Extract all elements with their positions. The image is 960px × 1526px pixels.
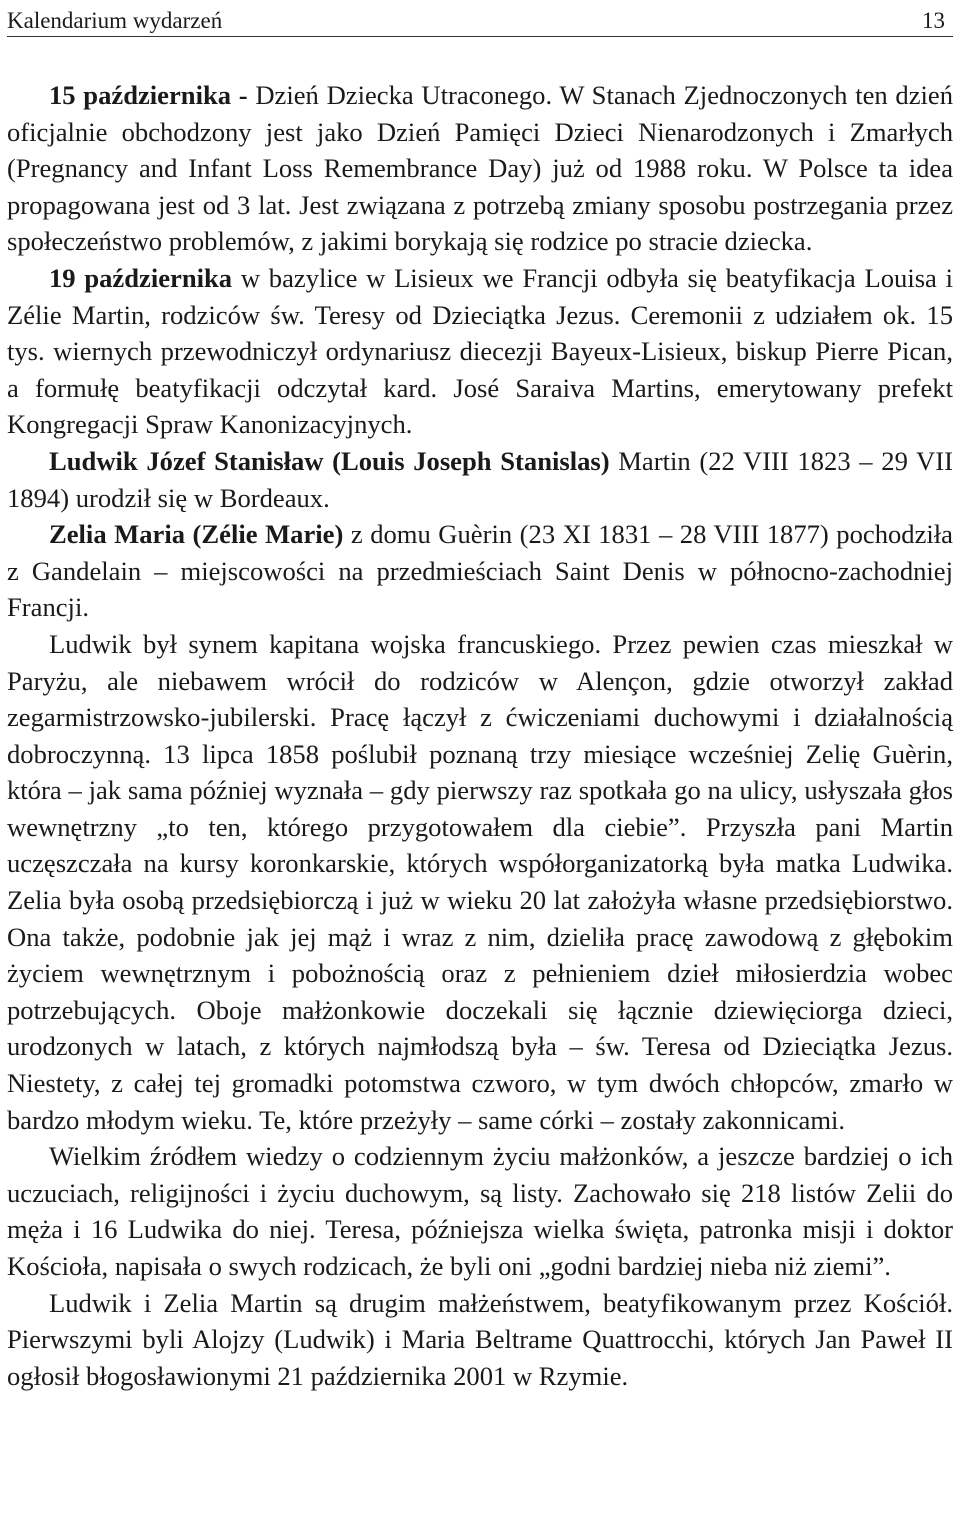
page-number: 13 [922,8,945,33]
paragraph-bold-lead: Ludwik Józef Stanisław (Louis Joseph Stanislas) [49,445,610,476]
paragraph-text: Wielkim źródłem wiedzy o codziennym życiu małżonków, a jeszcze bardziej o ich uczuciach, religijności i życiu duchowym, są listy. Zachowało się 218 listów Zelii do męża i 16 Ludwika do niej. Teresa, późniejsza wielka święta, patronka misji i doktor Kościoła, napisała o swych rodzicach, że byli oni „godni bardziej nieba niż ziemi”. [7,1141,953,1281]
header-title: Kalendarium wydarzeń [7,8,223,33]
paragraph-family-life [7,626,953,1138]
paragraph-text: Martin (22 VIII 1823 – 29 VII 1894) urodził się w Bordeaux. [7,445,953,513]
paragraph-ludwik-bio [7,443,953,516]
paragraph-text: Dzień Dziecka Utraconego. W Stanach Zjednoczonych ten dzień oficjalnie obchodzony jest jako Dzień Pamięci Dzieci Nienarodzonych i Zmarłych (Pregnancy and Infant Loss Remembrance Day) już od 1988 roku. W Polsce ta idea propagowana jest od 3 lat. Jest związana z potrzebą zmiany sposobu postrzegania przez społeczeństwo problemów, z jakimi borykają się rodzice po stracie dziecka. [7,80,953,257]
paragraph-beatified-couples [7,1285,953,1395]
paragraph-bold-lead: Zelia Maria (Zélie Marie) [49,519,344,550]
paragraph-oct-15 [7,77,953,260]
paragraph-letters [7,1138,953,1284]
paragraph-oct-19 [7,260,953,443]
paragraph-text: Ludwik i Zelia Martin są drugim małżeństwem, beatyfikowanym przez Kościół. Pierwszymi byli Alojzy (Ludwik) i Maria Beltrame Quattrocchi, których Jan Paweł II ogłosił błogosławionymi 21 października 2001 w Rzymie. [7,1287,953,1391]
paragraph-text: z domu Guèrin (23 XI 1831 – 28 VIII 1877) pochodziła z Gandelain – miejscowości na przedmieściach Saint Denis w północno-zachodniej Francji. [7,519,953,623]
paragraph-zelia-bio [7,516,953,626]
document-page [7,0,953,1394]
paragraph-text: Ludwik był synem kapitana wojska francuskiego. Przez pewien czas mieszkał w Paryżu, ale niebawem wrócił do rodziców w Alençon, gdzie otworzył zakład zegarmistrzowsko-jubilerski. Pracę łączył z ćwiczeniami duchowymi i działalnością dobroczynną. 13 lipca 1858 poślubił poznaną trzy miesiące wcześniej Zelię Guèrin, która – jak sama później wyznała – gdy pierwszy raz spotkała go na ulicy, usłyszała głos wewnętrzny „to ten, którego przygotowałem dla ciebie”. Przyszła pani Martin uczęszczała na kursy koronkarskie, których współorganizatorką była matka Ludwika. Zelia była osobą przedsiębiorczą i już w wieku 20 lat założyła własne przedsiębiorstwo. Ona także, podobnie jak jej mąż i wraz z nim, dzieliła pracę zawodową z głębokim życiem wewnętrznym i pobożnością oraz z pełnieniem dzieł miłosierdzia wobec potrzebujących. Oboje małżonkowie doczekali się łącznie dziewięciorga dzieci, urodzonych w latach, z których najmłodszą była – św. Teresa od Dzieciątka Jezus. Niestety, z całej tej gromadki potomstwa czworo, w tym dwóch chłopców, zmarło w bardzo młodym wieku. Te, które przeżyły – same córki – zostały zakonnicami. [7,628,953,1135]
document-body [7,77,953,1394]
paragraph-text: w bazylice w Lisieux we Francji odbyła się beatyfikacja Louisa i Zélie Martin, rodziców św. Teresy od Dzieciątka Jezus. Ceremonii z udziałem ok. 15 tys. wiernych przewodniczył ordynariusz diecezji Bayeux-Lisieux, biskup Pierre Pican, a formułę beatyfikacji odczytał kard. José Saraiva Martins, emerytowany prefekt Kongregacji Spraw Kanonizacyjnych. [7,262,953,440]
paragraph-bold-lead: 19 października [49,262,233,293]
running-header [7,0,953,37]
paragraph-bold-lead: 15 października - [49,80,248,110]
